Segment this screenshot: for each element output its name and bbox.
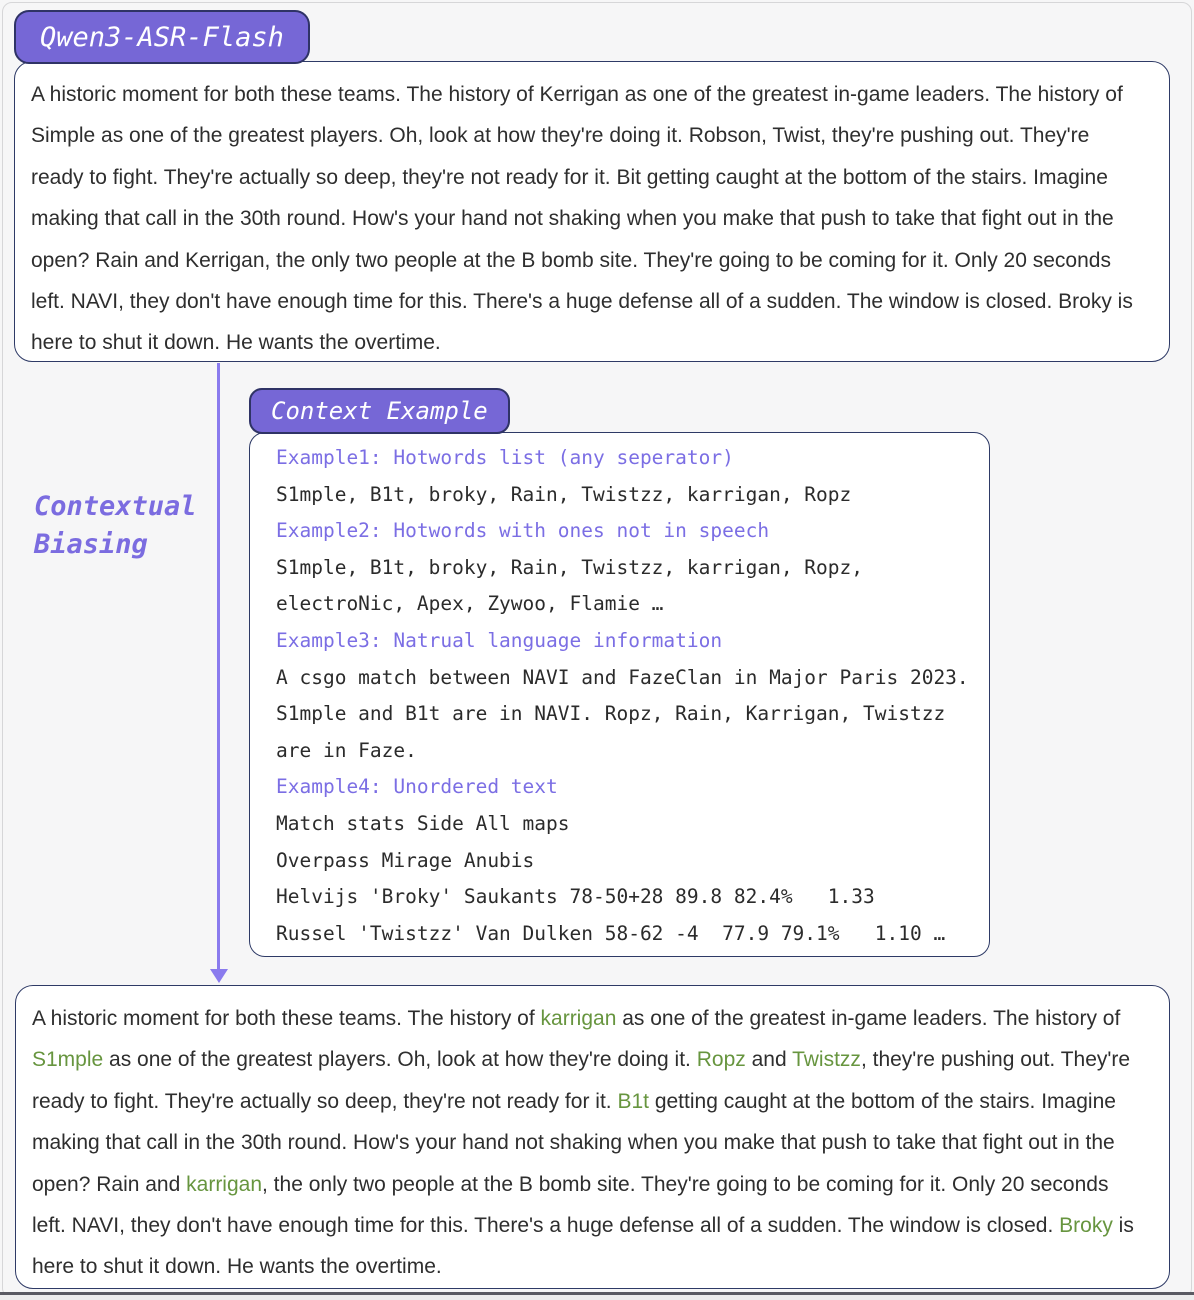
context-line-content: Russel 'Twistzz' Van Dulken 58-62 -4 77.9 79.1% 1.10 … xyxy=(276,921,946,945)
model-badge-label: Qwen3-ASR-Flash xyxy=(40,21,284,53)
context-line-content: Overpass Mirage Anubis xyxy=(276,848,535,872)
transcript-segment: A historic moment for both these teams. The history of xyxy=(32,1007,541,1030)
transcript-segment: getting caught at the bottom of the stairs. Imagine making that call in the 30th round. How's your hand not shaking when you make that push to take that fight out in the open? Rain and xyxy=(32,1089,1116,1196)
context-line-header: Example4: Unordered text xyxy=(276,775,558,799)
hotword-highlight: S1mple xyxy=(32,1048,104,1072)
context-example-badge xyxy=(249,388,510,434)
context-line-content: S1mple, B1t, broky, Rain, Twistzz, karrigan, Ropz xyxy=(276,482,852,506)
context-line-content: Helvijs 'Broky' Saukants 78-50+28 89.8 82.4% 1.33 xyxy=(276,885,875,909)
contextual-biasing-label: Contextual Biasing xyxy=(34,491,197,560)
context-line-content: A csgo match between NAVI and FazeClan in Major Paris 2023. xyxy=(276,665,969,689)
context-example-lines xyxy=(276,440,989,952)
window-bottom-margin xyxy=(0,1295,1194,1300)
context-line-content: are in Faze. xyxy=(276,738,417,762)
flow-arrow-line xyxy=(217,363,220,970)
context-line-content: S1mple, B1t, broky, Rain, Twistzz, karrigan, Ropz, xyxy=(276,555,863,579)
biased-transcript-text xyxy=(32,998,1143,1288)
context-line-header: Example1: Hotwords list (any seperator) xyxy=(276,446,734,469)
context-example-badge-label: Context Example xyxy=(271,397,488,425)
context-line-header: Example2: Hotwords with ones not in speech xyxy=(276,519,770,543)
transcript-segment: , the only two people at the B bomb site. They're going to be coming for it. Only 20 seconds left. NAVI, they don't have enough time for this. There's a huge defense all of a sudden. The window is closed. xyxy=(32,1172,1109,1238)
transcript-segment: as one of the greatest players. Oh, look at how they're doing it. xyxy=(103,1048,697,1072)
context-line-content: S1mple and B1t are in NAVI. Ropz, Rain, Karrigan, Twistzz xyxy=(276,702,946,726)
hotword-highlight: B1t xyxy=(617,1089,649,1113)
hotword-highlight: karrigan xyxy=(540,1007,617,1030)
model-badge xyxy=(14,10,310,64)
raw-transcript-box xyxy=(14,61,1170,362)
context-line-header: Example3: Natrual language information xyxy=(276,628,723,652)
context-line-content: electroNic, Apex, Zywoo, Flamie … xyxy=(276,592,664,616)
transcript-segment: is here to shut it down. He wants the overtime. xyxy=(32,1214,1134,1279)
hotword-highlight: Broky xyxy=(1059,1214,1113,1238)
context-line-content: Match stats Side All maps xyxy=(276,811,570,835)
hotword-highlight: Twistzz xyxy=(792,1048,861,1072)
flow-arrow-head-icon xyxy=(210,969,228,983)
context-example-box xyxy=(249,432,990,957)
raw-transcript-text: A historic moment for both these teams. The history of Kerrigan as one of the greatest in-game leaders. The history of Simple as one of the greatest players. Oh, look at how they're doing it. Robson, Twist, they're pushing out. They're ready to fight. They're actually so deep, they're not ready for it. Bit getting caught at the bottom of the stairs. Imagine making that call in the 30th round. How's your hand not shaking when you make that push to take that fight out in the open? Rain and Kerrigan, the only two people at the B bomb site. They're going to be coming for it. Only 20 seconds left. NAVI, they don't have enough time for this. There's a huge defense all of a sudden. The window is closed. Broky is here to shut it down. He wants the overtime. xyxy=(31,83,1133,355)
transcript-segment: as one of the greatest in-game leaders. The history of xyxy=(616,1007,1121,1030)
biased-transcript-box xyxy=(15,985,1170,1289)
hotword-highlight: karrigan xyxy=(186,1172,263,1196)
transcript-segment: , they're pushing out. They're ready to fight. They're actually so deep, they're not ready for it. xyxy=(32,1048,1131,1113)
hotword-highlight: Ropz xyxy=(696,1048,746,1072)
transcript-segment: and xyxy=(745,1048,793,1072)
